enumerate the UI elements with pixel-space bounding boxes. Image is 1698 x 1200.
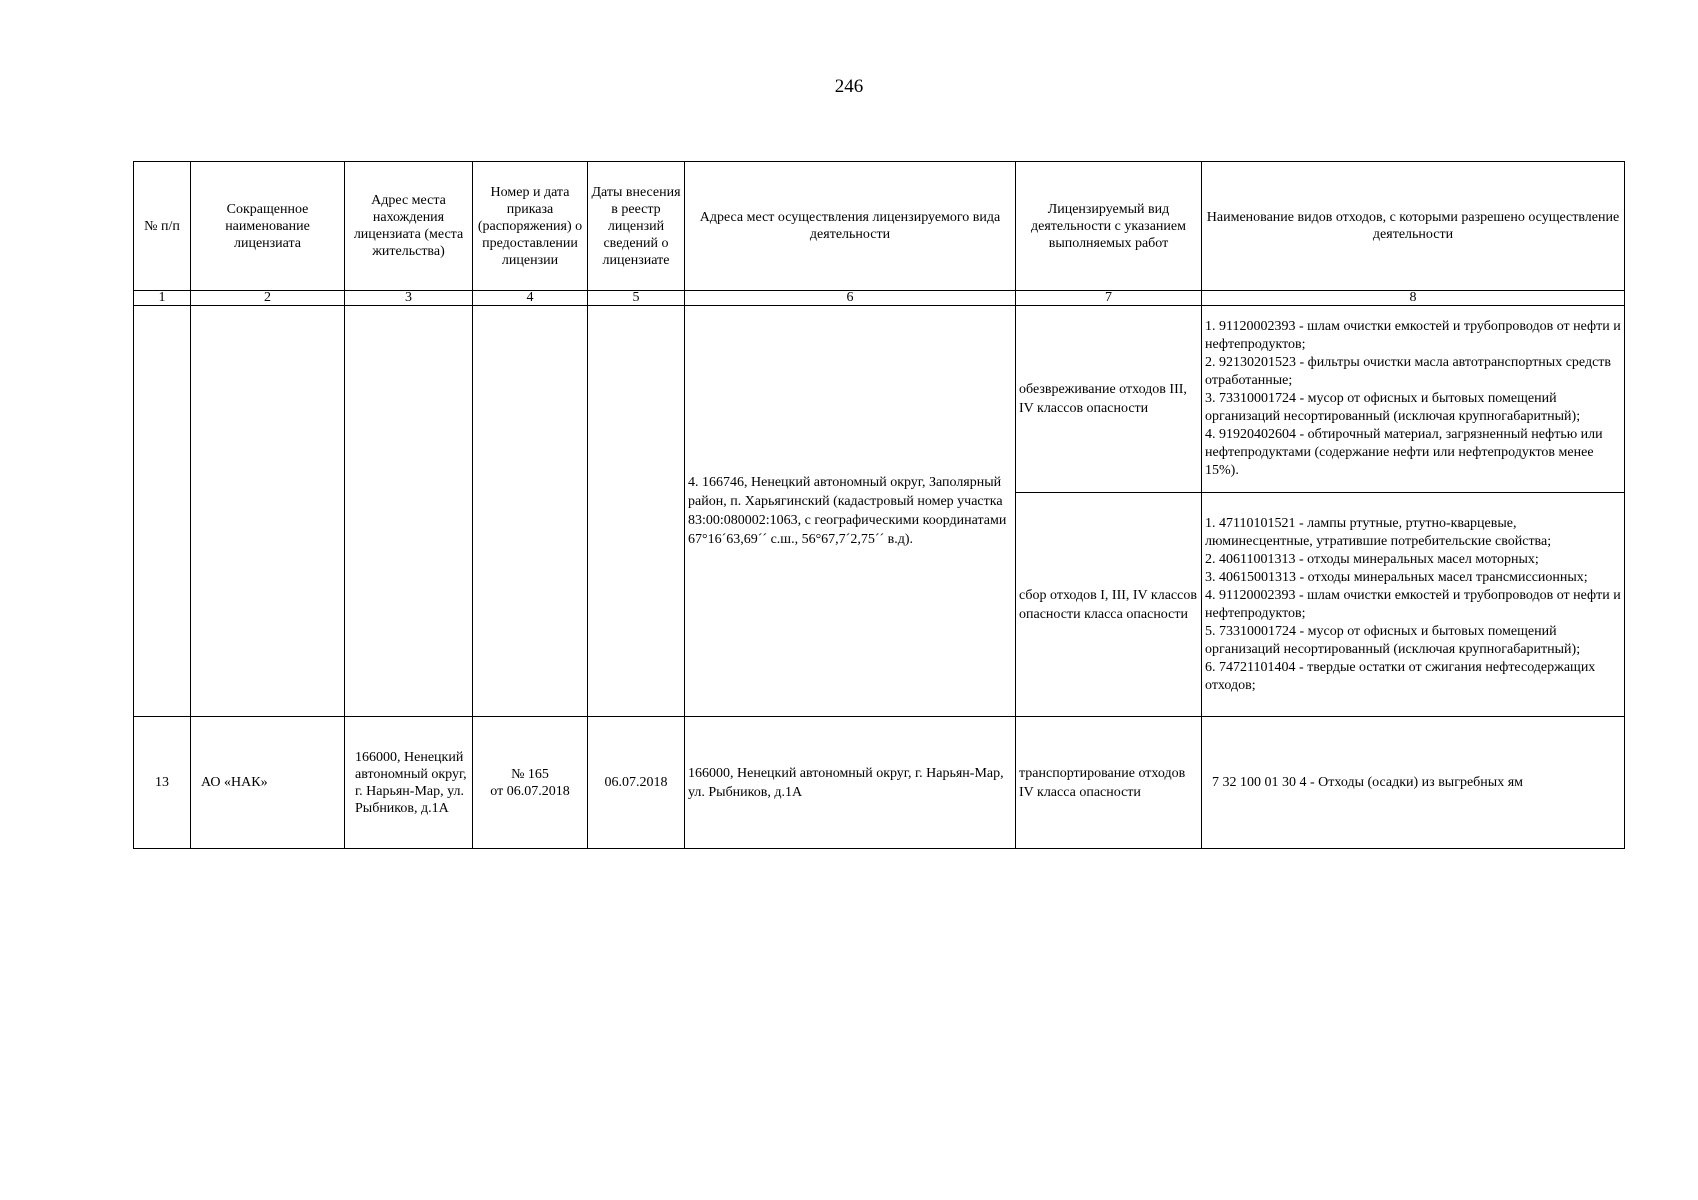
column-number: 8	[1202, 291, 1625, 306]
licensed-activity: обезвреживание отходов III, IV классов опасности	[1016, 306, 1202, 493]
header-activity-addresses: Адреса мест осуществления лицензируемого вида деятельности	[685, 162, 1016, 291]
licensee-name: АО «НАК»	[191, 717, 345, 849]
header-licensee-address: Адрес места нахождения лицензиата (места жительства)	[345, 162, 473, 291]
activity-address: 166000, Ненецкий автономный округ, г. Нарьян-Мар, ул. Рыбников, д.1А	[685, 717, 1016, 849]
order-number: № 165	[511, 766, 549, 782]
empty-cell	[345, 306, 473, 717]
list-item: 3. 40615001313 - отходы минеральных масел трансмиссионных;	[1205, 569, 1588, 585]
header-row	[134, 162, 1625, 291]
waste-list	[1202, 306, 1625, 493]
registry-date: 06.07.2018	[588, 717, 685, 849]
licensee-address: 166000, Ненецкий автономный округ, г. Нарьян-Мар, ул. Рыбников, д.1А	[345, 717, 473, 849]
column-number: 4	[473, 291, 588, 306]
column-number: 6	[685, 291, 1016, 306]
activity-address: 4. 166746, Ненецкий автономный округ, Заполярный район, п. Харьягинский (кадастровый номер участка 83:00:080002:1063, с географическими координатами 67°16´63,69´´ с.ш., 56°67,7´2,75´´ в.д).	[685, 306, 1016, 717]
column-number: 1	[134, 291, 191, 306]
page-number: 246	[834, 76, 864, 97]
table-row	[134, 306, 1625, 493]
order-number-date	[473, 717, 588, 849]
empty-cell	[473, 306, 588, 717]
list-item: 6. 74721101404 - твердые остатки от сжигания нефтесодержащих отходов;	[1205, 659, 1596, 693]
license-registry-table	[133, 161, 1625, 849]
table-row	[134, 717, 1625, 849]
list-item: 4. 91120002393 - шлам очистки емкостей и трубопроводов от нефти и нефтепродуктов;	[1205, 587, 1621, 621]
list-item: 2. 40611001313 - отходы минеральных масел моторных;	[1205, 551, 1539, 567]
header-licensed-activity: Лицензируемый вид деятельности с указанием выполняемых работ	[1016, 162, 1202, 291]
empty-cell	[134, 306, 191, 717]
list-item: 1. 91120002393 - шлам очистки емкостей и трубопроводов от нефти и нефтепродуктов;	[1205, 319, 1621, 352]
header-waste-types: Наименование видов отходов, с которыми разрешено осуществление деятельности	[1202, 162, 1625, 291]
empty-cell	[191, 306, 345, 717]
header-order-number-date: Номер и дата приказа (распоряжения) о предоставлении лицензии	[473, 162, 588, 291]
column-number: 3	[345, 291, 473, 306]
column-number: 7	[1016, 291, 1202, 306]
empty-cell	[588, 306, 685, 717]
list-item: 4. 91920402604 - обтирочный материал, загрязненный нефтью или нефтепродуктами (содержание нефти или нефтепродуктов менее 15%).	[1205, 427, 1603, 478]
column-number: 5	[588, 291, 685, 306]
column-number: 2	[191, 291, 345, 306]
list-item: 5. 73310001724 - мусор от офисных и бытовых помещений организаций несортированный (исключая крупногабаритный);	[1205, 623, 1581, 657]
list-item: 1. 47110101521 - лампы ртутные, ртутно-кварцевые, люминесцентные, утратившие потребительские свойства;	[1205, 515, 1552, 549]
list-item: 3. 73310001724 - мусор от офисных и бытовых помещений организаций несортированный (исключая крупногабаритный);	[1205, 391, 1581, 424]
licensed-activity: сбор отходов I, III, IV классов опасности класса опасности	[1016, 493, 1202, 717]
row-number: 13	[134, 717, 191, 849]
order-date: от 06.07.2018	[490, 783, 570, 799]
licensed-activity: транспортирование отходов IV класса опасности	[1016, 717, 1202, 849]
header-number: № п/п	[134, 162, 191, 291]
waste-list	[1202, 493, 1625, 717]
header-registry-dates: Даты внесения в реестр лицензий сведений о лицензиате	[588, 162, 685, 291]
list-item: 2. 92130201523 - фильтры очистки масла автотранспортных средств отработанные;	[1205, 355, 1612, 388]
waste-type: 7 32 100 01 30 4 - Отходы (осадки) из выгребных ям	[1202, 717, 1625, 849]
column-number-row	[134, 291, 1625, 306]
header-licensee-name: Сокращенное наименование лицензиата	[191, 162, 345, 291]
